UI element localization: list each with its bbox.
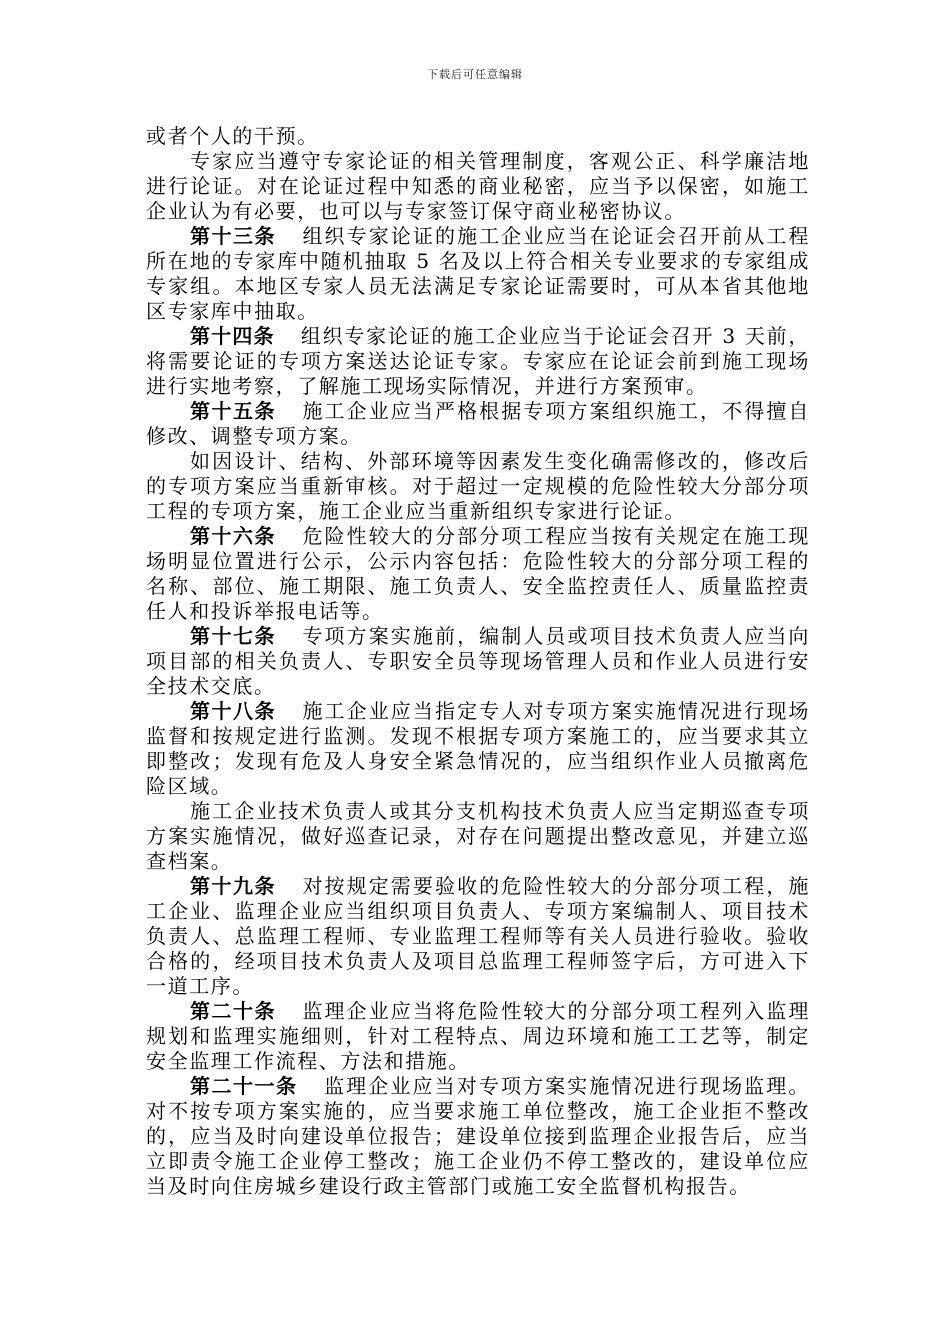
- paragraph-text: 或者个人的干预。: [146, 124, 319, 148]
- paragraph-text: 施工企业技术负责人或其分支机构技术负责人应当定期巡查专项方案实施情况，做好巡查记录，对存在问题提出整改意见，并建立巡查档案。: [146, 799, 810, 873]
- document-body: [146, 124, 810, 1199]
- paragraph-text: 组织专家论证的施工企业应当于论证会召开 3 天前，将需要论证的专项方案送达论证专家。专家应在论证会前到施工现场进行实地考察，了解施工现场实际情况，并进行方案预审。: [146, 324, 810, 398]
- paragraph-text: 组织专家论证的施工企业应当在论证会召开前从工程所在地的专家库中随机抽取 5 名及以上符合相关专业要求的专家组成专家组。本地区专家人员无法满足专家论证需要时，可从本省其他地区专家库中抽取。: [146, 224, 811, 323]
- article-paragraph: [146, 999, 810, 1074]
- article-paragraph: [146, 624, 810, 699]
- article-number: 第十六条: [190, 524, 276, 548]
- article-number: 第十四条: [190, 324, 275, 348]
- article-paragraph: [146, 874, 810, 999]
- paragraph-text: 专项方案实施前，编制人员或项目技术负责人应当向项目部的相关负责人、专职安全员等现场管理人员和作业人员进行安全技术交底。: [146, 624, 811, 698]
- paragraph-text: 施工企业应当严格根据专项方案组织施工，不得擅自修改、调整专项方案。: [146, 399, 811, 448]
- article-paragraph: [146, 399, 810, 449]
- paragraph: [146, 149, 810, 224]
- article-paragraph: [146, 699, 810, 799]
- paragraph-text: 施工企业应当指定专人对专项方案实施情况进行现场监督和按规定进行监测。发现不根据专项方案施工的，应当要求其立即整改；发现有危及人身安全紧急情况的，应当组织作业人员撤离危险区域。: [146, 699, 811, 798]
- paragraph: [146, 799, 810, 874]
- article-number: 第二十条: [190, 999, 276, 1023]
- paragraph-text: 对按规定需要验收的危险性较大的分部分项工程，施工企业、监理企业应当组织项目负责人、专项方案编制人、项目技术负责人、总监理工程师、专业监理工程师等有关人员进行验收。验收合格的，经项目技术负责人及项目总监理工程师签字后，方可进入下一道工序。: [146, 874, 811, 998]
- paragraph-text: 危险性较大的分部分项工程应当按有关规定在施工现场明显位置进行公示，公示内容包括：危险性较大的分部分项工程的名称、部位、施工期限、施工负责人、安全监控责任人、质量监控责任人和投诉举报电话等。: [146, 524, 811, 623]
- page-header: 下载后可任意编辑: [427, 68, 523, 81]
- article-paragraph: [146, 524, 810, 624]
- paragraph-text: 监理企业应当将危险性较大的分部分项工程列入监理规划和监理实施细则，针对工程特点、周边环境和施工工艺等，制定安全监理工作流程、方法和措施。: [146, 999, 811, 1073]
- article-number: 第十八条: [190, 699, 276, 723]
- paragraph-text: 专家应当遵守专家论证的相关管理制度，客观公正、科学廉洁地进行论证。对在论证过程中知悉的商业秘密，应当予以保密，如施工企业认为有必要，也可以与专家签订保守商业秘密协议。: [146, 149, 810, 223]
- article-number: 第十五条: [190, 399, 276, 423]
- paragraph: [146, 449, 810, 524]
- article-paragraph: [146, 324, 810, 399]
- article-number: 第十七条: [190, 624, 276, 648]
- article-number: 第十九条: [190, 874, 276, 898]
- article-number: 第十三条: [190, 224, 276, 248]
- article-paragraph: [146, 1074, 810, 1199]
- paragraph-text: 如因设计、结构、外部环境等因素发生变化确需修改的，修改后的专项方案应当重新审核。对于超过一定规模的危险性较大分部分项工程的专项方案，施工企业应当重新组织专家进行论证。: [146, 449, 810, 523]
- paragraph: [146, 124, 810, 149]
- article-paragraph: [146, 224, 810, 324]
- article-number: 第二十一条: [190, 1074, 298, 1098]
- paragraph-text: 监理企业应当对专项方案实施情况进行现场监理。对不按专项方案实施的，应当要求施工单位整改，施工企业拒不整改的，应当及时向建设单位报告；建设单位接到监理企业报告后，应当立即责令施工企业停工整改；施工企业仍不停工整改的，建设单位应当及时向住房城乡建设行政主管部门或施工安全监督机构报告。: [146, 1074, 811, 1198]
